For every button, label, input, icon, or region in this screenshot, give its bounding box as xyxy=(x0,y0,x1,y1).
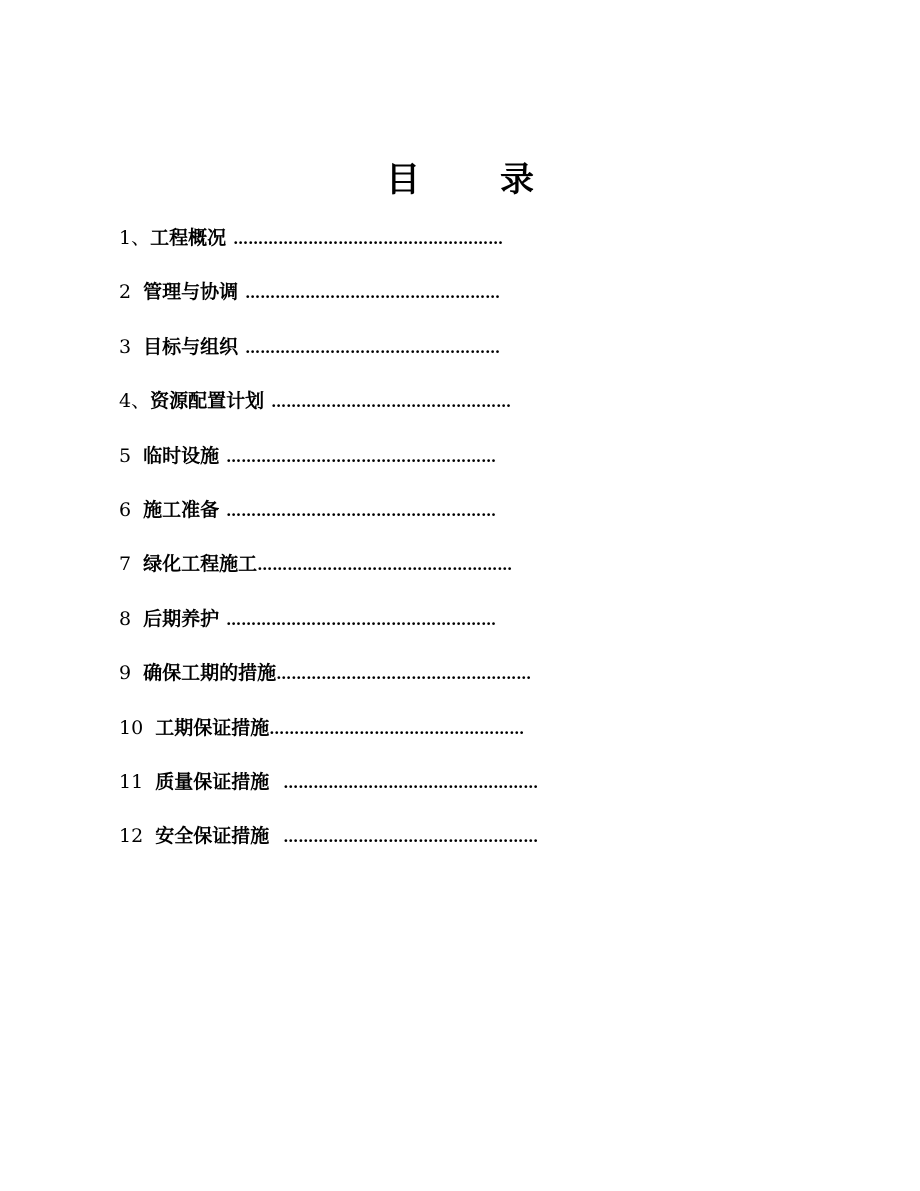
toc-entry[interactable] xyxy=(119,491,719,545)
toc-entry-leader-dots: …………………………………………… xyxy=(283,773,539,792)
toc-entry-leader-dots: ……………………………………………… xyxy=(226,610,497,629)
toc-title xyxy=(0,156,920,204)
toc-entry-number: 11 xyxy=(119,770,156,793)
toc-entry-leader-dots: …………………………………………… xyxy=(257,556,513,575)
toc-title-char-2: 录 xyxy=(500,160,534,200)
toc-entry-spacer xyxy=(269,769,283,793)
toc-entry-title: 管理与协调 xyxy=(143,281,239,304)
toc-entry-title: 施工准备 xyxy=(143,498,220,521)
toc-entry-leader-dots: ………………………………………… xyxy=(271,393,512,412)
toc-entry[interactable] xyxy=(119,817,719,871)
toc-entry-leader-dots: ……………………………………………… xyxy=(226,447,497,466)
toc-entry-leader-dots: …………………………………………… xyxy=(245,284,501,303)
toc-entry-title: 质量保证措施 xyxy=(155,770,270,793)
toc-entry-leader-dots: …………………………………………… xyxy=(276,665,532,684)
toc-list xyxy=(119,219,719,872)
toc-entry-number: 5 xyxy=(119,444,144,467)
toc-entry-number: 4、 xyxy=(119,390,151,413)
toc-entry-number: 3 xyxy=(119,335,144,358)
toc-entry-title: 安全保证措施 xyxy=(155,825,270,848)
toc-entry[interactable] xyxy=(119,273,719,327)
toc-entry[interactable] xyxy=(119,545,719,599)
toc-entry[interactable] xyxy=(119,654,719,708)
toc-entry[interactable] xyxy=(119,763,719,817)
toc-entry-number: 2 xyxy=(119,281,144,304)
toc-entry-title: 目标与组织 xyxy=(143,335,239,358)
toc-entry-leader-dots: ……………………………………………… xyxy=(226,501,497,520)
toc-entry-number: 9 xyxy=(119,662,144,685)
toc-entry-spacer xyxy=(269,823,283,847)
toc-entry-title: 绿化工程施工 xyxy=(143,553,258,576)
toc-entry-title: 后期养护 xyxy=(143,607,220,630)
toc-entry[interactable] xyxy=(119,709,719,763)
toc-entry[interactable] xyxy=(119,328,719,382)
toc-entry[interactable] xyxy=(119,382,719,436)
toc-entry-title: 工程概况 xyxy=(150,227,227,249)
toc-entry-leader-dots: ……………………………………………… xyxy=(233,230,504,248)
toc-entry-number: 6 xyxy=(119,498,144,521)
toc-entry-number: 10 xyxy=(119,716,156,739)
toc-entry-leader-dots: …………………………………………… xyxy=(269,719,525,738)
toc-entry-number: 8 xyxy=(119,607,144,630)
toc-entry-leader-dots: …………………………………………… xyxy=(245,338,501,357)
toc-entry-title: 确保工期的措施 xyxy=(143,662,277,685)
toc-entry[interactable] xyxy=(119,437,719,491)
toc-entry[interactable] xyxy=(119,219,719,273)
toc-entry-title: 工期保证措施 xyxy=(155,716,270,739)
toc-entry-number: 12 xyxy=(119,825,156,848)
toc-entry-leader-dots: …………………………………………… xyxy=(283,828,539,847)
toc-entry-number: 7 xyxy=(119,553,144,576)
toc-entry-number: 1、 xyxy=(119,227,151,249)
toc-title-char-1: 目 xyxy=(386,160,420,200)
toc-entry[interactable] xyxy=(119,600,719,654)
toc-entry-title: 临时设施 xyxy=(143,444,220,467)
toc-entry-title: 资源配置计划 xyxy=(150,390,265,413)
